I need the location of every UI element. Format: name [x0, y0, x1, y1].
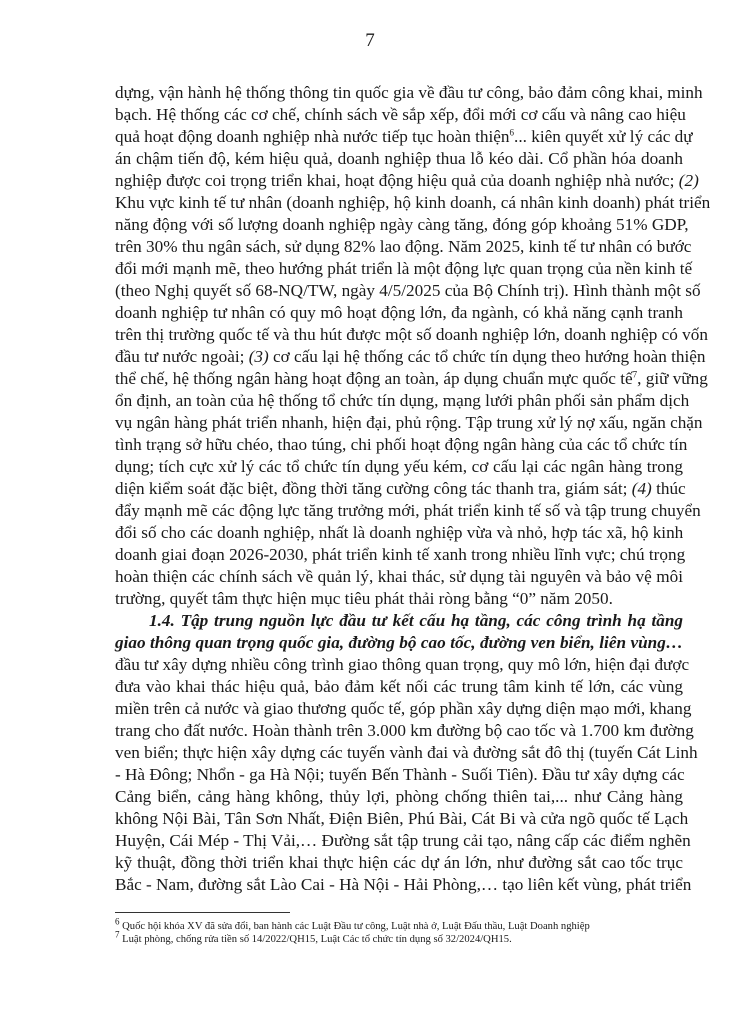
text-line: thể chế, hệ thống ngân hàng hoạt động an toàn, áp dụng chuẩn mực quốc tế$^7$, giữ vững	[115, 369, 708, 388]
text-line: doanh nghiệp tư nhân có quy mô hoạt động lớn, đa ngành, có khả năng cạnh tranh	[115, 303, 683, 322]
text-line: vụ ngân hàng phát triển nhanh, hiện đại, phủ rộng. Tập trung xử lý nợ xấu, ngăn chặn	[115, 413, 703, 432]
text-line: nghiệp được coi trọng triển khai, hoạt động hiệu quả của doanh nghiệp nhà nước; (2)	[115, 171, 699, 190]
footnote: $^6$ Quốc hội khóa XV đã sửa đổi, ban hành các Luật Đầu tư công, Luật nhà ở, Luật Đấu thầu, Luật Doanh nghiệp	[115, 916, 590, 932]
footnote-ref[interactable]: 7	[632, 369, 638, 380]
text-line: trang cho đất nước. Hoàn thành trên 3.000 km đường bộ cao tốc và 1.700 km đường	[115, 721, 694, 740]
footnotes	[115, 916, 683, 946]
text-line: trên 30% thu ngân sách, sử dụng 82% lao động. Năm 2025, kinh tế tư nhân có bước	[115, 237, 692, 256]
text-line: đầu tư nước ngoài; (3) cơ cấu lại hệ thống các tổ chức tín dụng theo hướng hoàn thiện	[115, 347, 706, 366]
body-text	[115, 82, 711, 896]
text-line: đưa vào khai thác hiệu quả, bảo đảm kết nối các trung tâm kinh tế lớn, các vùng	[115, 677, 683, 696]
page-number: 7	[365, 30, 375, 51]
text-line: kỹ thuật, đồng thời triển khai thực hiện các dự án lớn, như đường sắt cao tốc trục	[115, 853, 683, 872]
text-line: dụng; tích cực xử lý các tổ chức tín dụng yếu kém, cơ cấu lại các ngân hàng trong	[115, 457, 683, 476]
footnote-divider	[115, 912, 290, 913]
text-line: - Hà Đông; Nhổn - ga Hà Nội; tuyến Bến Thành - Suối Tiên). Đầu tư xây dựng các	[115, 765, 685, 784]
text-line: đẩy mạnh mẽ các động lực tăng trưởng mới, phát triển kinh tế số và tập trung chuyển	[115, 501, 701, 520]
text-line: trường, quyết tâm thực hiện mục tiêu phát thải ròng bằng “0” năm 2050.	[115, 589, 613, 608]
text-line: Khu vực kinh tế tư nhân (doanh nghiệp, hộ kinh doanh, cá nhân kinh doanh) phát triển	[115, 193, 711, 212]
text-line: dựng, vận hành hệ thống thông tin quốc gia về đầu tư công, bảo đảm công khai, minh	[115, 83, 703, 102]
text-line: (theo Nghị quyết số 68-NQ/TW, ngày 4/5/2025 của Bộ Chính trị). Hình thành một số	[115, 281, 701, 300]
text-line: đổi số cho các doanh nghiệp, nhất là doanh nghiệp vừa và nhỏ, hợp tác xã, hộ kinh	[115, 523, 684, 542]
text-line: án chậm tiến độ, kém hiệu quả, doanh nghiệp thua lỗ kéo dài. Cổ phần hóa doanh	[115, 149, 683, 168]
text-line: đầu tư xây dựng nhiều công trình giao thông quan trọng, quy mô lớn, hiện đại được	[115, 655, 690, 674]
text-line: đổi mới mạnh mẽ, theo hướng phát triển là một động lực quan trọng của nền kinh tế	[115, 259, 693, 278]
text-line: Bắc - Nam, đường sắt Lào Cai - Hà Nội - Hải Phòng,… tạo liên kết vùng, phát triển	[115, 875, 692, 894]
text-line: năng động với số lượng doanh nghiệp ngày càng tăng, đóng góp khoảng 51% GDP,	[115, 215, 689, 234]
section-heading: giao thông quan trọng quốc gia, đường bộ cao tốc, đường ven biển, liên vùng…	[115, 633, 683, 652]
text-line: quả hoạt động doanh nghiệp nhà nước tiếp tục hoàn thiện$^6$... kiên quyết xử lý các dự	[115, 127, 693, 146]
text-line: Huyện, Cái Mép - Thị Vải,… Đường sắt tập trung cải tạo, nâng cấp các điểm nghẽn	[115, 831, 691, 850]
text-line: ven biển; thực hiện xây dựng các tuyến vành đai và đường sắt đô thị (tuyến Cát Linh	[115, 743, 698, 762]
text-line: miền trên cả nước và giao thương quốc tế, góp phần xây dựng diện mạo mới, khang	[115, 699, 692, 718]
footnote: $^7$ Luật phòng, chống rửa tiền số 14/2022/QH15, Luật Các tổ chức tín dụng số 32/2024/QH15.	[115, 929, 512, 945]
text-line: bạch. Hệ thống các cơ chế, chính sách về sắp xếp, đổi mới cơ cấu và nâng cao hiệu	[115, 105, 686, 124]
text-line: không Nội Bài, Tân Sơn Nhất, Điện Biên, Phú Bài, Cát Bi và cửa ngõ quốc tế Lạch	[115, 809, 689, 828]
text-line: doanh giai đoạn 2026-2030, phát triển kinh tế xanh trong nhiều lĩnh vực; chú trọng	[115, 545, 686, 564]
text-line: Cảng biển, cảng hàng không, thủy lợi, phòng chống thiên tai,... như Cảng hàng	[115, 787, 683, 806]
text-line: ổn định, an toàn của hệ thống tổ chức tín dụng, mạng lưới phân phối sản phẩm dịch	[115, 391, 690, 410]
text-line: tình trạng sở hữu chéo, thao túng, chi phối hoạt động ngân hàng của các tổ chức tín	[115, 435, 688, 454]
footnote-ref[interactable]: 6	[509, 127, 515, 138]
text-line: hoàn thiện các chính sách về quản lý, khai thác, sử dụng tài nguyên và bảo vệ môi	[115, 567, 683, 586]
text-line: diện kiểm soát đặc biệt, đồng thời tăng cường công tác thanh tra, giám sát; (4) thúc	[115, 479, 686, 498]
text-line: trên thị trường quốc tế và thu hút được một số doanh nghiệp lớn, doanh nghiệp có vốn	[115, 325, 708, 344]
section-heading: 1.4. Tập trung nguồn lực đầu tư kết cấu hạ tầng, các công trình hạ tầng	[149, 611, 683, 630]
